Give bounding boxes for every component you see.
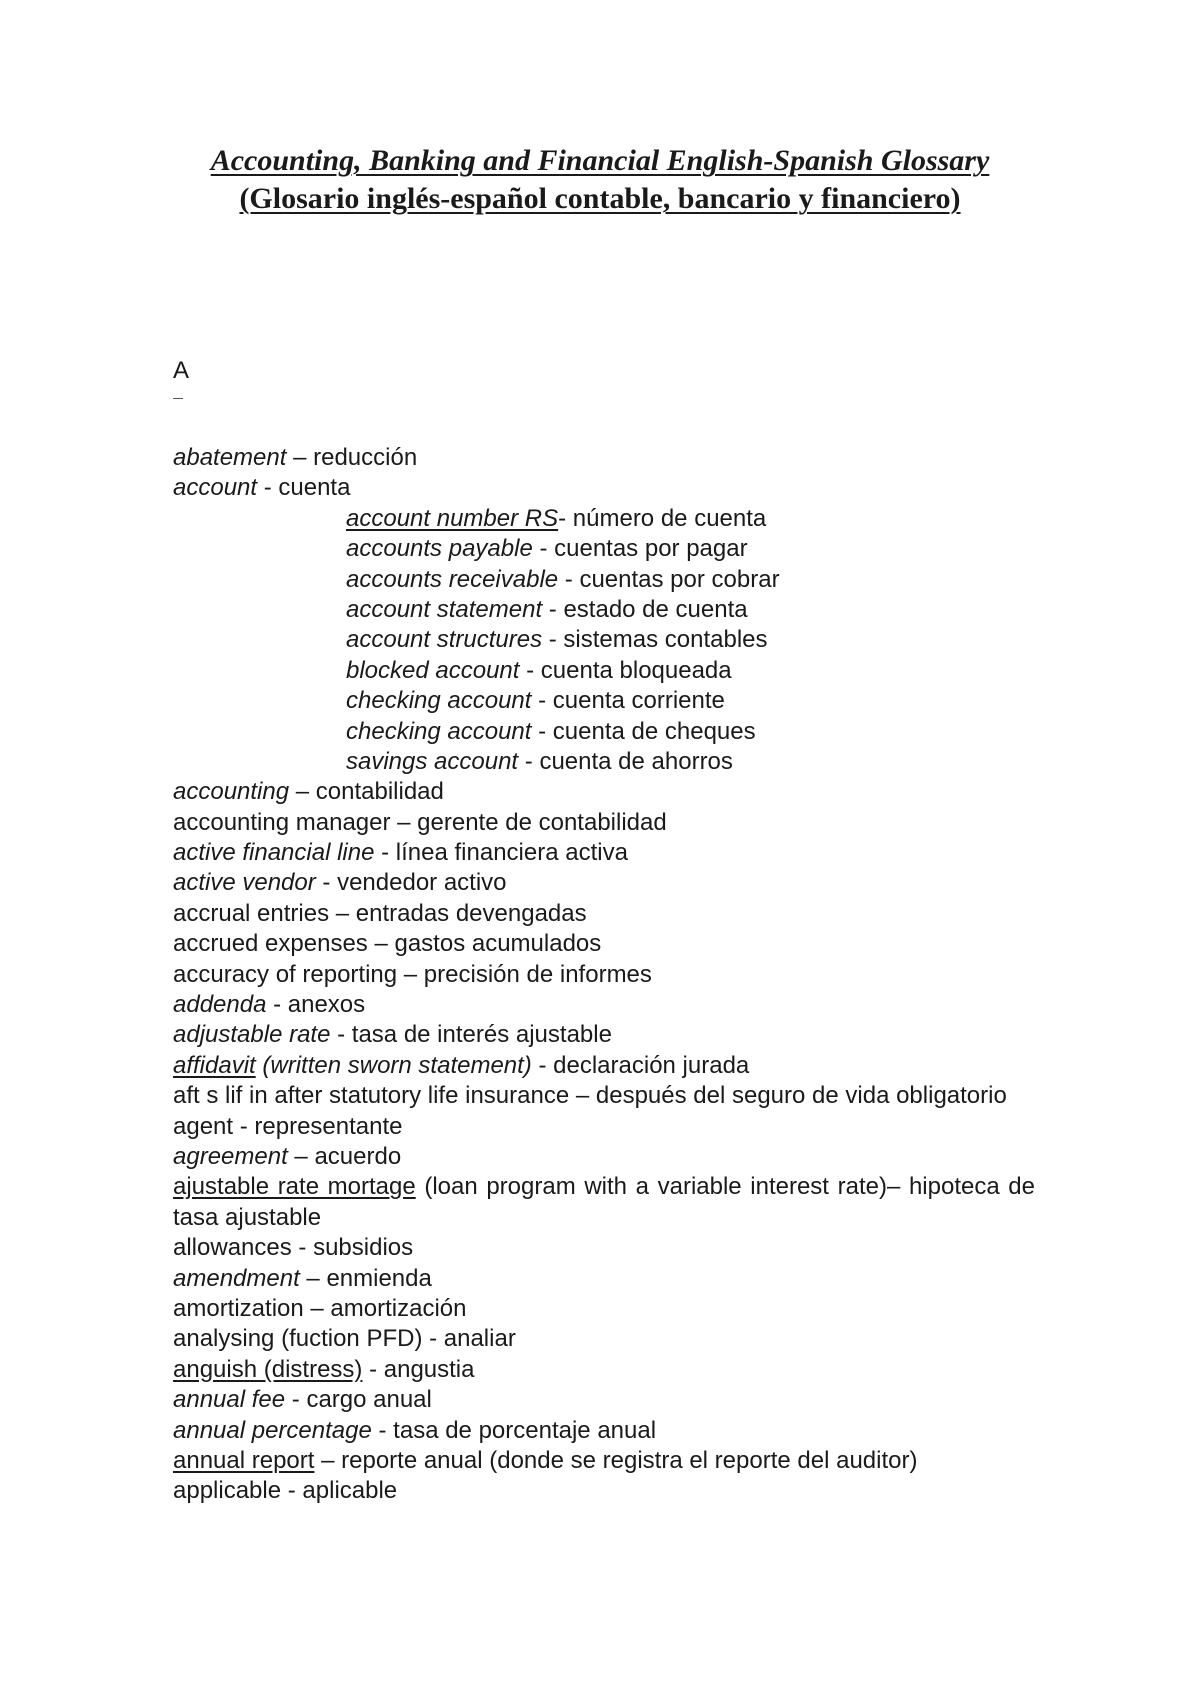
glossary-entry (173, 929, 1035, 959)
entry-term: amendment (173, 1264, 300, 1292)
entry-separator: - (532, 535, 555, 563)
glossary-entry (173, 1264, 1035, 1294)
entry-term: abatement (173, 444, 287, 471)
entry-separator: – (286, 444, 314, 471)
entry-separator: - (371, 1416, 394, 1444)
entry-separator: – (367, 930, 395, 958)
entry-separator: - (374, 839, 396, 867)
glossary-entry (173, 1112, 1035, 1142)
entry-separator: – (390, 808, 418, 836)
entry-separator: - (291, 1234, 314, 1262)
entry-term: accrued expenses (173, 930, 368, 958)
entry-term: applicable (173, 1477, 282, 1505)
entry-translation: vendedor activo (337, 869, 507, 897)
entry-note: (loan program with a variable interest rate) (415, 1173, 887, 1201)
entry-translation: gastos acumulados (394, 930, 602, 958)
glossary-subentry (173, 504, 1035, 534)
entry-separator: - (266, 991, 288, 1019)
glossary-subentry (173, 717, 1035, 747)
entry-separator: – (287, 1143, 315, 1170)
entry-translation: tasa de porcentaje anual (393, 1416, 657, 1444)
entry-separator: - (330, 1021, 352, 1049)
entry-term: checking account (346, 717, 532, 745)
entry-translation: cuenta (278, 474, 351, 502)
entry-separator: - (558, 504, 573, 532)
glossary-entry (173, 777, 1035, 807)
glossary-subentry (173, 595, 1035, 625)
entry-term: aft s lif in after statutory life insurance (173, 1082, 570, 1110)
entry-term: savings account (346, 747, 519, 775)
entry-separator: - (542, 595, 564, 623)
glossary-entry (173, 1385, 1035, 1415)
entry-term: ajustable rate mortage (173, 1173, 416, 1201)
entry-separator: - (362, 1355, 384, 1383)
entry-translation: reducción (313, 444, 418, 471)
entry-term: allowances (173, 1234, 292, 1262)
entry-term: analysing (fuction PFD) (173, 1325, 423, 1353)
entry-term: accounts receivable (346, 565, 559, 593)
entry-separator: - (518, 747, 540, 775)
glossary-entry (173, 1476, 1035, 1506)
entry-translation: gerente de contabilidad (417, 808, 667, 836)
entry-translation: cuenta de ahorros (539, 747, 733, 775)
glossary-entry (173, 1172, 1035, 1233)
title-block (0, 142, 1200, 218)
entry-term: active vendor (173, 869, 316, 897)
entry-translation: representante (254, 1112, 403, 1140)
entry-translation: número de cuenta (572, 504, 767, 532)
entry-translation: acuerdo (314, 1143, 402, 1170)
entry-term: annual fee (173, 1386, 286, 1414)
entry-separator: - (531, 687, 553, 715)
entry-term: account statement (346, 595, 543, 623)
glossary-subentry (173, 534, 1035, 564)
entry-term: affidavit (173, 1051, 256, 1079)
entry-translation: precisión de informes (423, 960, 652, 988)
entry-term: accuracy of reporting (173, 960, 398, 988)
entry-term: accrual entries (173, 899, 330, 927)
entry-term: anguish (distress) (173, 1355, 363, 1383)
glossary-entry (173, 990, 1035, 1020)
glossary-entry (173, 1416, 1035, 1446)
entry-translation: cuentas por pagar (554, 535, 748, 563)
glossary-entry (173, 1051, 1035, 1081)
entry-translation: aplicable (302, 1477, 398, 1505)
entry-separator: – (397, 960, 424, 988)
document-subtitle: (Glosario inglés-español contable, bancario y financiero) (239, 182, 961, 215)
entry-separator: – (289, 778, 316, 806)
entry-translation: tasa de interés ajustable (351, 1021, 612, 1049)
glossary-entry (173, 808, 1035, 838)
glossary-entry (173, 1081, 1035, 1111)
entry-translation: declaración jurada (553, 1051, 750, 1079)
entry-translation: estado de cuenta (563, 595, 748, 623)
section-letter: A (173, 357, 190, 384)
entry-separator: – (303, 1294, 331, 1322)
entry-term: accounts payable (346, 535, 533, 563)
entry-translation: analiar (443, 1325, 516, 1353)
glossary-subentry (173, 656, 1035, 686)
glossary-entry (173, 1142, 1035, 1172)
entry-translation: amortización (330, 1294, 467, 1322)
glossary-entry (173, 868, 1035, 898)
glossary-entry (173, 1446, 1035, 1476)
entry-separator: - (233, 1112, 255, 1140)
entry-term: accounting manager (173, 808, 391, 836)
glossary-entry (173, 899, 1035, 929)
entry-translation: subsidios (313, 1234, 414, 1262)
entry-term: amortization (173, 1294, 304, 1322)
glossary-subentry (173, 686, 1035, 716)
entry-separator: – (569, 1082, 596, 1110)
entry-separator: – (314, 1446, 342, 1474)
entry-separator: - (531, 717, 553, 745)
glossary-entry (173, 473, 1035, 503)
glossary-entry (173, 1355, 1035, 1385)
entry-term: addenda (173, 991, 267, 1019)
entry-separator: - (285, 1386, 307, 1414)
entry-translation: cuenta bloqueada (540, 656, 732, 684)
entry-separator: - (519, 656, 541, 684)
entry-translation: entradas devengadas (355, 899, 587, 927)
glossary-entry (173, 1294, 1035, 1324)
entry-translation: cuenta de cheques (552, 717, 756, 745)
glossary-entry (173, 1324, 1035, 1354)
entry-term: account number RS (346, 504, 559, 532)
entry-term: annual report (173, 1446, 315, 1474)
entry-translation: enmienda (326, 1264, 432, 1292)
entry-translation: contabilidad (315, 778, 444, 806)
entry-term: accounting (173, 778, 290, 806)
entry-term: agent (173, 1112, 234, 1140)
glossary-subentry (173, 625, 1035, 655)
entry-separator: - (531, 1051, 554, 1079)
entry-note: (written sworn statement) (255, 1051, 532, 1079)
entry-translation: línea financiera activa (395, 839, 628, 867)
entry-term: blocked account (346, 656, 520, 684)
entry-separator: - (558, 565, 580, 593)
glossary-entry (173, 1233, 1035, 1263)
entry-separator: - (542, 626, 564, 654)
entry-translation: reporte anual (donde se registra el reporte del auditor) (341, 1446, 918, 1474)
entry-separator: - (422, 1325, 444, 1353)
entry-translation: cuentas por cobrar (579, 565, 780, 593)
entry-translation: angustia (383, 1355, 475, 1383)
entry-term: checking account (346, 687, 532, 715)
entry-term: agreement (173, 1143, 288, 1170)
entry-term: adjustable rate (173, 1021, 331, 1049)
entry-separator: – (886, 1173, 909, 1201)
entry-term: account (173, 474, 258, 502)
entry-separator: – (299, 1264, 327, 1292)
glossary-entry (173, 960, 1035, 990)
section-divider (173, 398, 183, 399)
entry-term: annual percentage (173, 1416, 372, 1444)
glossary-entry-list (173, 443, 1035, 1507)
entry-translation: hipoteca de tasa ajustable (173, 1173, 1035, 1231)
entry-translation: después del seguro de vida obligatorio (595, 1082, 1007, 1110)
entry-translation: anexos (287, 991, 366, 1019)
entry-separator: - (315, 869, 338, 897)
entry-term: active financial line (173, 839, 375, 867)
glossary-entry (173, 1020, 1035, 1050)
entry-term: account structures (346, 626, 543, 654)
entry-separator: – (329, 899, 356, 927)
document-title: Accounting, Banking and Financial English-Spanish Glossary (210, 144, 990, 177)
entry-translation: cargo anual (306, 1386, 432, 1414)
glossary-entry (173, 443, 1035, 473)
entry-translation: sistemas contables (563, 626, 768, 654)
entry-separator: - (281, 1477, 303, 1505)
glossary-subentry (173, 747, 1035, 777)
glossary-entry (173, 838, 1035, 868)
entry-translation: cuenta corriente (552, 687, 725, 715)
entry-separator: - (257, 474, 279, 502)
glossary-subentry (173, 565, 1035, 595)
